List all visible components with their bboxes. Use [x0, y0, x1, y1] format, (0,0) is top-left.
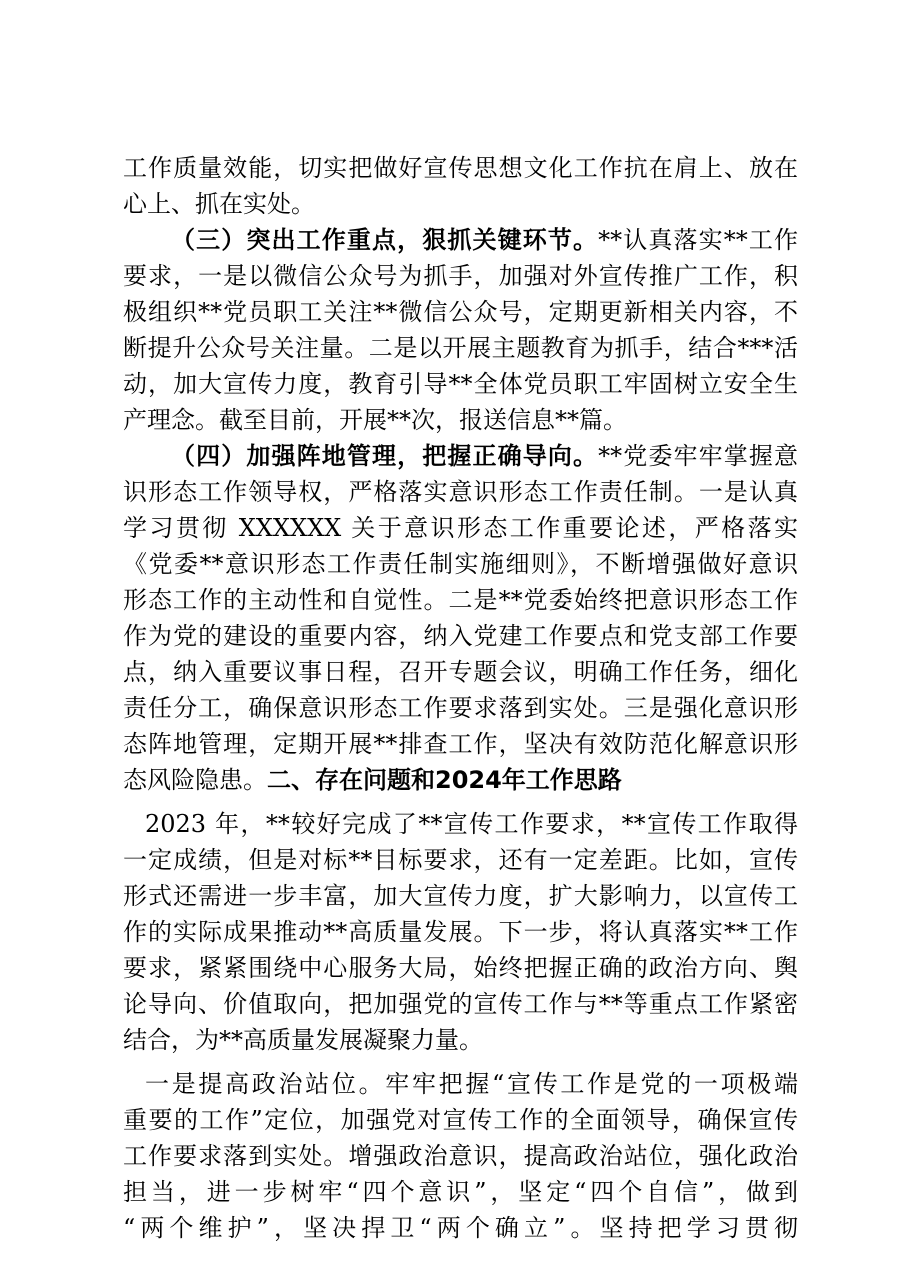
paragraph-line: 作为党的建设的重要内容，纳入党建工作要点和党支部工作要	[123, 622, 798, 650]
paragraph-line: 工作质量效能，切实把做好宣传思想文化工作抗在肩上、放在	[123, 154, 798, 182]
paragraph-line: 论导向、价值取向，把加强党的宣传工作与**等重点工作紧密	[123, 990, 798, 1018]
paragraph-line: 一是提高政治站位。牢牢把握“宣传工作是党的一项极端	[145, 1070, 798, 1098]
paragraph-line: 产理念。截至目前，开展**次，报送信息**篇。	[123, 406, 627, 434]
paragraph-line: 2023 年，**较好完成了**宣传工作要求，**宣传工作取得	[145, 810, 798, 838]
paragraph-line: 极组织**党员职工关注**微信公众号，定期更新相关内容，不	[123, 298, 798, 326]
paragraph-line: 要求，紧紧围绕中心服务大局，始终把握正确的政治方向、舆	[123, 954, 798, 982]
paragraph-line: 心上、抓在实处。	[123, 190, 315, 218]
paragraph-gap	[123, 798, 798, 806]
paragraph-line: 识形态工作领导权，严格落实意识形态工作责任制。一是认真	[123, 478, 798, 506]
paragraph-line: 作的实际成果推动**高质量发展。下一步，将认真落实**工作	[123, 918, 798, 946]
paragraph-line: 工作要求落到实处。增强政治意识，提高政治站位，强化政治	[123, 1142, 798, 1170]
section-heading-4: （四）加强阵地管理，把握正确导向。	[171, 441, 599, 470]
paragraph-line: 要求，一是以微信公众号为抓手，加强对外宣传推广工作，积	[123, 262, 798, 290]
paragraph-line: 态阵地管理，定期开展**排查工作，坚决有效防范化解意识形	[123, 730, 798, 758]
paragraph-gap	[123, 1058, 798, 1066]
section-title-2: 二、存在问题和2024年工作思路	[267, 766, 622, 794]
paragraph-line: “两个维护”，坚决捍卫“两个确立”。坚持把学习贯彻	[123, 1214, 798, 1242]
paragraph-line: 态风险隐患。二、存在问题和2024年工作思路	[123, 766, 622, 794]
section-heading-3: （三）突出工作重点，狠抓关键环节。	[171, 225, 599, 254]
paragraph-line: 担当，进一步树牢“四个意识”，坚定“四个自信”，做到	[123, 1178, 798, 1206]
paragraph-line: 结合，为**高质量发展凝聚力量。	[123, 1026, 483, 1054]
body-text	[123, 150, 798, 1246]
paragraph-line: 形态工作的主动性和自觉性。二是**党委始终把意识形态工作	[123, 586, 798, 614]
paragraph-line: 点，纳入重要议事日程，召开专题会议，明确工作任务，细化	[123, 658, 798, 686]
paragraph-line: 动，加大宣传力度，教育引导**全体党员职工牢固树立安全生	[123, 370, 798, 398]
paragraph-line: 责任分工，确保意识形态工作要求落到实处。三是强化意识形	[123, 694, 798, 722]
paragraph-line: （三）突出工作重点，狠抓关键环节。**认真落实**工作	[171, 225, 798, 254]
paragraph-line: （四）加强阵地管理，把握正确导向。**党委牢牢掌握意	[171, 441, 798, 470]
paragraph-line: 断提升公众号关注量。二是以开展主题教育为抓手，结合***活	[123, 334, 798, 362]
paragraph-line: 重要的工作”定位，加强党对宣传工作的全面领导，确保宣传	[123, 1106, 798, 1134]
paragraph-line: 学习贯彻 XXXXXX 关于意识形态工作重要论述，严格落实	[123, 514, 798, 542]
paragraph-line: 一定成绩，但是对标**目标要求，还有一定差距。比如，宣传	[123, 846, 798, 874]
paragraph-line: 《党委**意识形态工作责任制实施细则》，不断增强做好意识	[123, 550, 798, 578]
paragraph-line: 形式还需进一步丰富，加大宣传力度，扩大影响力，以宣传工	[123, 882, 798, 910]
